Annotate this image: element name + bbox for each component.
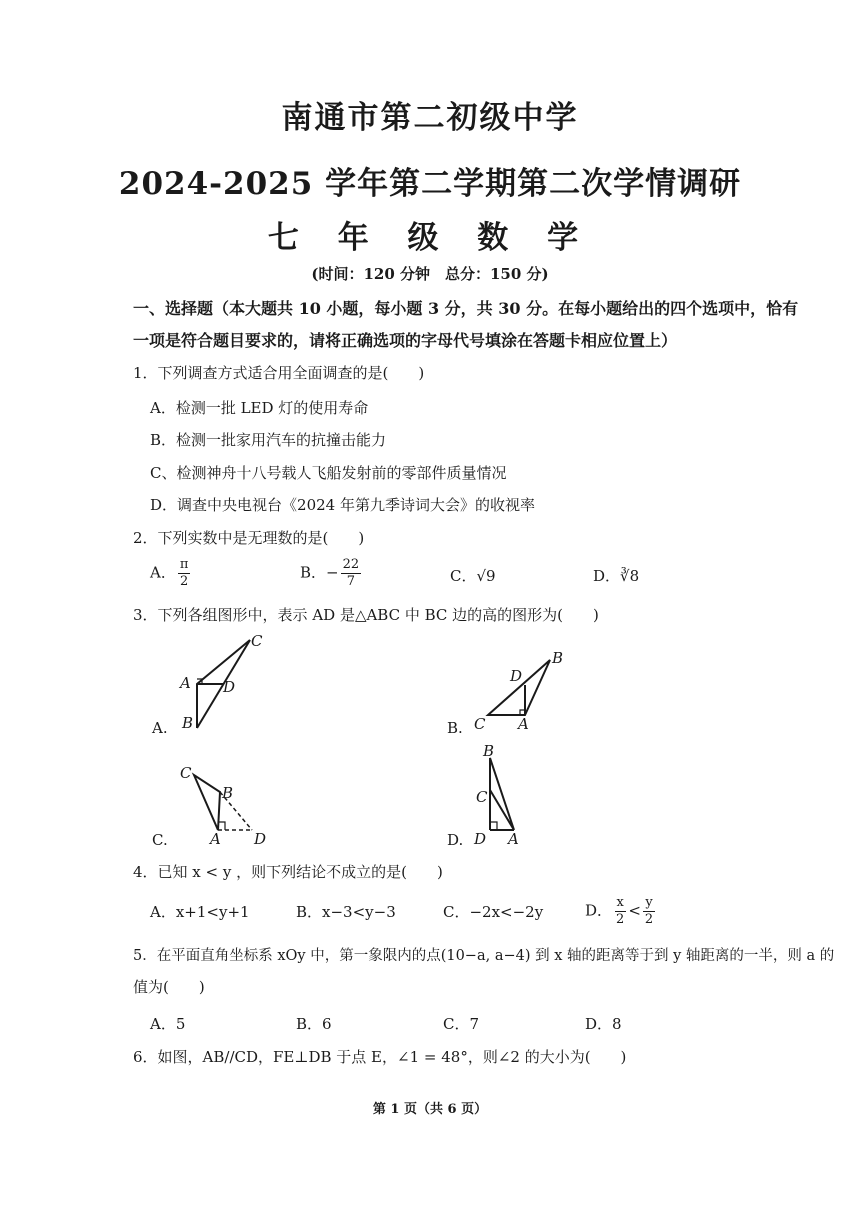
fig-c-label-a: A [210, 830, 221, 848]
q1-option-a: A．检测一批 LED 灯的使用寿命 [150, 399, 369, 417]
fig-b-label-d: D [510, 667, 523, 685]
fig-c-triangle [194, 775, 220, 830]
q1-option-b: B．检测一批家用汽车的抗撞击能力 [150, 431, 387, 449]
q4-option-d-numerator-x: x [616, 895, 624, 910]
fig-b-label-b: B [552, 649, 564, 667]
q2-option-a-denominator: 2 [179, 574, 189, 589]
q5-stem-line1: 5．在平面直角坐标系 xOy 中，第一象限内的点(10−a, a−4) 到 x 轴的距离等于到 y 轴距离的一半，则 a 的 [133, 948, 835, 964]
q1-option-d: D．调查中央电视台《2024 年第九季诗词大会》的收视率 [150, 496, 535, 514]
q4-option-b: B．x−3<y−3 [296, 903, 396, 921]
fig-c-label-d: D [254, 830, 267, 848]
q3-figure-b [470, 645, 580, 735]
q2-stem: 2．下列实数中是无理数的是( ) [133, 529, 365, 547]
q3-option-c-label: C. [152, 831, 168, 849]
q2-option-b-fraction [341, 557, 362, 590]
q2-option-b [300, 557, 363, 590]
term-title: 2024-2025 学年第二学期第二次学情调研 [118, 166, 742, 202]
q2-option-b-denominator: 7 [346, 574, 355, 589]
q2-option-a-numerator: π [179, 557, 189, 572]
section-heading-line2: 一项是符合题目要求的，请将正确选项的字母代号填涂在答题卡相应位置上） [133, 331, 678, 350]
q5-stem-line2: 值为( ) [133, 978, 205, 996]
fig-a-label-d: D [223, 678, 236, 696]
fig-a-label-a: A [180, 674, 191, 692]
q2-option-a-label: A． [150, 563, 176, 582]
fig-d-right-angle-mark [490, 822, 497, 830]
q3-figure-a [170, 630, 280, 740]
q5-option-c: C．7 [443, 1015, 480, 1033]
q3-figure-c [170, 760, 280, 850]
subject-title: 七 年 级 数 学 [267, 220, 593, 256]
q4-option-d-numerator-y: y [645, 895, 653, 910]
q2-option-d: D．∛8 [593, 567, 640, 585]
fig-d-label-d: D [474, 830, 487, 848]
q4-option-d-fraction-x [614, 895, 626, 928]
q3-option-d-label: D. [447, 831, 464, 849]
fig-d-label-b: B [483, 742, 495, 760]
section-heading-line1: 一、选择题（本大题共 10 小题，每小题 3 分，共 30 分。在每小题给出的四个选项中，恰有 [133, 299, 799, 318]
q5-option-d: D．8 [585, 1015, 622, 1033]
fig-b-label-a: A [518, 715, 529, 733]
q3-figure-d [470, 740, 540, 850]
q3-stem: 3．下列各组图形中，表示 AD 是△ABC 中 BC 边的高的图形为( ) [133, 606, 599, 624]
q3-option-b-label: B. [447, 719, 463, 737]
q4-option-d-denominator-y: 2 [644, 912, 654, 927]
school-title: 南通市第二初级中学 [281, 100, 579, 136]
q6-stem: 6．如图，AB//CD，FE⊥DB 于点 E，∠1 = 48°，则∠2 的大小为( ) [133, 1048, 627, 1066]
q2-option-b-numerator: 22 [342, 557, 360, 572]
q4-option-d-label: D． [585, 901, 613, 920]
fig-d-label-a: A [508, 830, 519, 848]
q4-option-d-operator: < [628, 901, 641, 920]
fig-a-label-c: C [251, 632, 263, 650]
q1-stem: 1．下列调查方式适合用全面调查的是( ) [133, 364, 425, 382]
page-footer: 第 1 页（共 6 页） [372, 1102, 488, 1117]
fig-a-label-b: B [182, 714, 194, 732]
q4-option-a: A．x+1<y+1 [150, 903, 250, 921]
q2-option-c: C．√9 [450, 567, 496, 585]
q2-option-a-fraction [178, 557, 191, 590]
q5-option-a: A．5 [150, 1015, 186, 1033]
time-info: (时间：120 分钟 总分：150 分) [311, 265, 549, 283]
fig-c-label-c: C [180, 764, 192, 782]
q5-option-b: B．6 [296, 1015, 332, 1033]
q1-option-c: C、检测神舟十八号载人飞船发射前的零部件质量情况 [150, 464, 507, 482]
q2-option-a [150, 557, 192, 590]
q4-option-d-denominator-x: 2 [616, 912, 625, 927]
q3-option-a-label: A. [152, 719, 168, 737]
q4-option-d [585, 895, 657, 928]
q4-option-c: C．−2x<−2y [443, 903, 544, 921]
fig-b-label-c: C [474, 715, 486, 733]
q4-option-d-fraction-y [643, 895, 655, 928]
fig-d-triangle [490, 758, 514, 830]
fig-d-label-c: C [476, 788, 488, 806]
q4-stem: 4．已知 x < y ，则下列结论不成立的是( ) [133, 863, 443, 881]
q2-option-b-label: B．− [300, 563, 339, 582]
fig-c-label-b: B [222, 784, 234, 802]
